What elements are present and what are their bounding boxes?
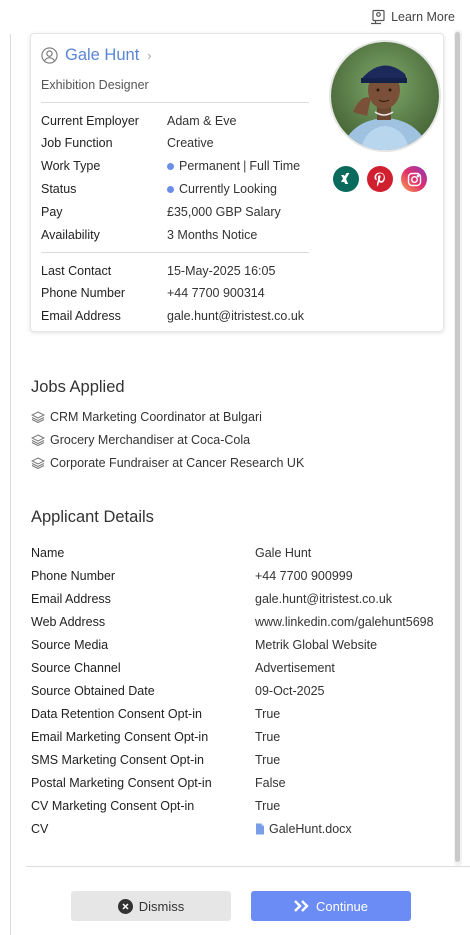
candidate-name-link[interactable]: Gale Hunt	[65, 46, 140, 64]
divider	[41, 252, 309, 253]
job-applied-item[interactable]	[31, 410, 262, 424]
dismiss-label: Dismiss	[138, 898, 185, 914]
job-applied-label: CRM Marketing Coordinator at Bulgari	[50, 410, 262, 424]
social-links	[333, 166, 427, 192]
job-applied-label: Corporate Fundraiser at Cancer Research UK	[50, 456, 305, 470]
detail-label: Web Address	[31, 615, 106, 629]
work-type-value: Permanent	[179, 159, 241, 173]
footer-divider	[26, 866, 470, 867]
divider	[41, 102, 309, 103]
detail-label: Postal Marketing Consent Opt-in	[31, 776, 212, 790]
detail-label: SMS Marketing Consent Opt-in	[31, 753, 204, 767]
field-label: Pay	[41, 205, 63, 219]
job-applied-item[interactable]	[31, 433, 250, 447]
detail-row	[31, 615, 451, 631]
candidate-header[interactable]	[41, 46, 152, 65]
xing-icon[interactable]	[333, 166, 359, 192]
panel-left-border	[10, 34, 11, 935]
work-type-value-2: Full Time	[249, 159, 301, 173]
detail-label: Source Channel	[31, 661, 121, 675]
detail-label: Name	[31, 546, 65, 560]
layers-icon	[31, 434, 45, 446]
job-applied-item[interactable]	[31, 456, 304, 470]
detail-row	[31, 684, 451, 700]
detail-label: Email Marketing Consent Opt-in	[31, 730, 209, 744]
layers-icon	[31, 457, 45, 469]
detail-value: gale.hunt@itristest.co.uk	[255, 592, 393, 606]
status-dot-icon	[167, 163, 174, 170]
detail-value: Advertisement	[255, 661, 335, 675]
detail-value: True	[255, 730, 281, 744]
field-label: Status	[41, 182, 77, 196]
continue-button[interactable]	[251, 891, 411, 921]
detail-value: Metrik Global Website	[255, 638, 378, 652]
detail-row	[31, 707, 451, 723]
detail-value: +44 7700 900999	[255, 569, 353, 583]
jobs-applied-heading: Jobs Applied	[31, 378, 125, 396]
field-value-group	[167, 158, 300, 174]
detail-label: CV Marketing Consent Opt-in	[31, 799, 195, 813]
user-circle-icon	[41, 47, 58, 64]
dismiss-button[interactable]	[71, 891, 231, 921]
field-label: Availability	[41, 228, 100, 242]
field-label: Current Employer	[41, 114, 139, 128]
detail-value: 09-Oct-2025	[255, 684, 325, 698]
cv-file-link[interactable]	[255, 822, 352, 836]
chevron-right-icon: ›	[147, 48, 152, 63]
detail-label: Data Retention Consent Opt-in	[31, 707, 202, 721]
detail-row	[31, 776, 451, 792]
layers-icon	[31, 411, 45, 423]
detail-row	[31, 661, 451, 677]
field-label: Job Function	[41, 136, 113, 150]
cv-file-name: GaleHunt.docx	[269, 822, 352, 836]
field-value: Creative	[167, 136, 214, 150]
document-icon	[255, 823, 265, 835]
detail-row	[31, 546, 451, 562]
candidate-job-title: Exhibition Designer	[41, 78, 149, 92]
field-value: 15-May-2025 16:05	[167, 264, 276, 278]
detail-label: Source Obtained Date	[31, 684, 155, 698]
field-label: Last Contact	[41, 264, 112, 278]
detail-row	[31, 822, 451, 838]
field-label: Phone Number	[41, 286, 126, 300]
applicant-details-heading: Applicant Details	[31, 508, 154, 526]
detail-row	[31, 753, 451, 769]
field-value[interactable]: gale.hunt@itristest.co.uk	[167, 309, 305, 323]
continue-label: Continue	[315, 898, 369, 914]
detail-value: True	[255, 707, 281, 721]
field-value-group	[167, 181, 277, 197]
top-bar	[0, 0, 470, 34]
pinterest-icon[interactable]	[367, 166, 393, 192]
field-value[interactable]: +44 7700 900314	[167, 286, 265, 300]
job-applied-label: Grocery Merchandiser at Coca-Cola	[50, 433, 251, 447]
candidate-card	[30, 33, 444, 332]
double-chevron-right-icon	[294, 900, 310, 912]
detail-value: True	[255, 799, 281, 813]
separator: |	[243, 159, 247, 173]
field-value: £35,000 GBP Salary	[167, 205, 281, 219]
detail-row	[31, 569, 451, 585]
detail-value: www.linkedin.com/galehunt5698	[255, 615, 434, 629]
detail-row	[31, 638, 451, 654]
detail-label: Source Media	[31, 638, 109, 652]
field-label: Work Type	[41, 159, 101, 173]
status-dot-icon	[167, 186, 174, 193]
detail-value: Gale Hunt	[255, 546, 312, 560]
detail-label: CV	[31, 822, 49, 836]
status-value: Currently Looking	[179, 182, 277, 196]
field-value: 3 Months Notice	[167, 228, 258, 242]
detail-row	[31, 799, 451, 815]
learn-more-icon	[370, 9, 386, 25]
detail-value: False	[255, 776, 286, 790]
avatar	[329, 40, 441, 152]
field-label: Email Address	[41, 309, 121, 323]
close-circle-icon	[118, 899, 133, 914]
detail-value: True	[255, 753, 281, 767]
learn-more-link[interactable]	[370, 9, 455, 25]
detail-label: Email Address	[31, 592, 111, 606]
field-value: Adam & Eve	[167, 114, 237, 128]
instagram-icon[interactable]	[401, 166, 427, 192]
learn-more-label: Learn More	[391, 10, 455, 24]
detail-row	[31, 730, 451, 746]
scrollbar-thumb[interactable]	[455, 32, 460, 862]
detail-label: Phone Number	[31, 569, 116, 583]
detail-row	[31, 592, 451, 608]
